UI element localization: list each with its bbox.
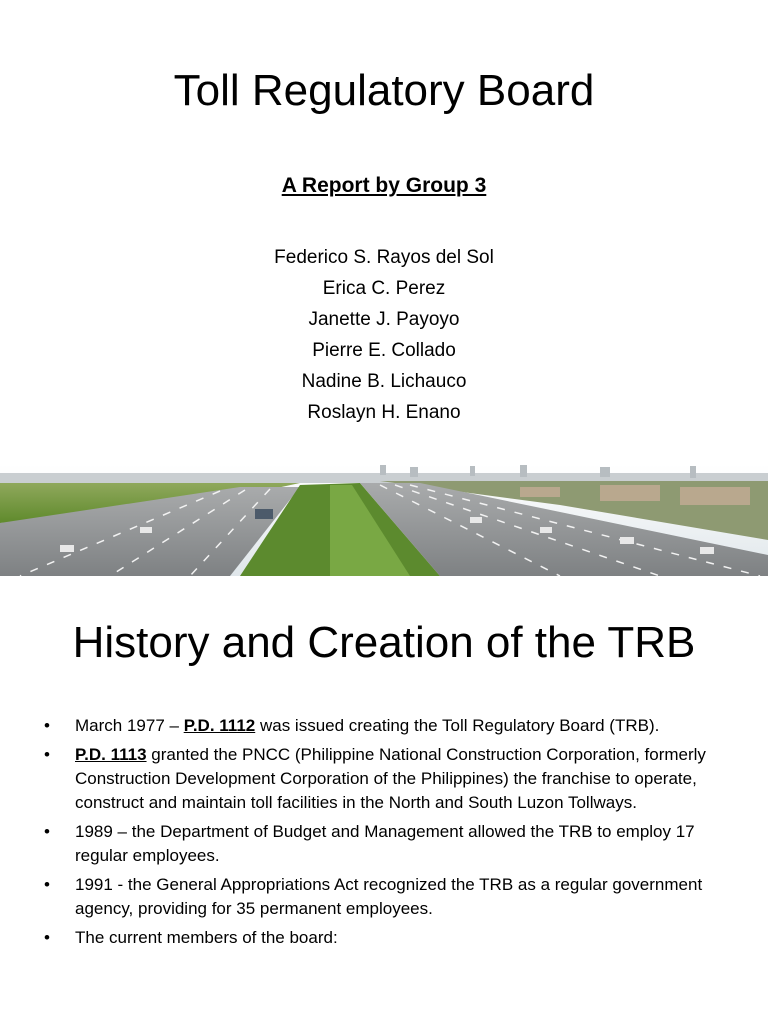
member-name: Nadine B. Lichauco [301, 371, 467, 392]
member-name: Erica C. Perez [322, 278, 446, 299]
bullet-item: • 1991 - the General Appropriations Act recognized the TRB as a regular government agency, providing for 35 permanent employees. [44, 875, 703, 918]
bullet-list [0, 714, 768, 955]
bullet-item: • March 1977 – P.D. 1112 was issued creating the Toll Regulatory Board (TRB). [0, 714, 768, 738]
bullet-icon: • [44, 875, 50, 894]
group-members-list [0, 242, 768, 428]
decree-reference: P.D. 1113 [75, 745, 147, 764]
bullet-icon: • [44, 928, 50, 947]
history-slide [0, 586, 768, 1024]
slide-title: Toll Regulatory Board [173, 66, 595, 115]
bullet-item: • 1989 – the Department of Budget and Management allowed the TRB to employ 17 regular employees. [44, 822, 695, 865]
member-name: Federico S. Rayos del Sol [274, 247, 494, 268]
member-name: Pierre E. Collado [312, 340, 456, 361]
bullet-item: • P.D. 1113 granted the PNCC (Philippine National Construction Corporation, formerly Construction Development Corporation of the Philippines) the franchise to operate, construct and maintain toll facilities in the North and South Luzon Tollways. [44, 745, 706, 812]
bullet-icon: • [44, 745, 50, 764]
slide-title: History and Creation of the TRB [72, 618, 696, 667]
bullet-icon: • [44, 716, 50, 735]
bullet-item: • The current members of the board: [0, 926, 768, 950]
decree-reference: P.D. 1112 [183, 716, 256, 735]
tollway-photo [0, 465, 768, 576]
report-subtitle: A Report by Group 3 [281, 174, 487, 197]
member-name: Janette J. Payoyo [308, 309, 460, 330]
member-name: Roslayn H. Enano [307, 402, 461, 423]
bullet-icon: • [44, 822, 50, 841]
